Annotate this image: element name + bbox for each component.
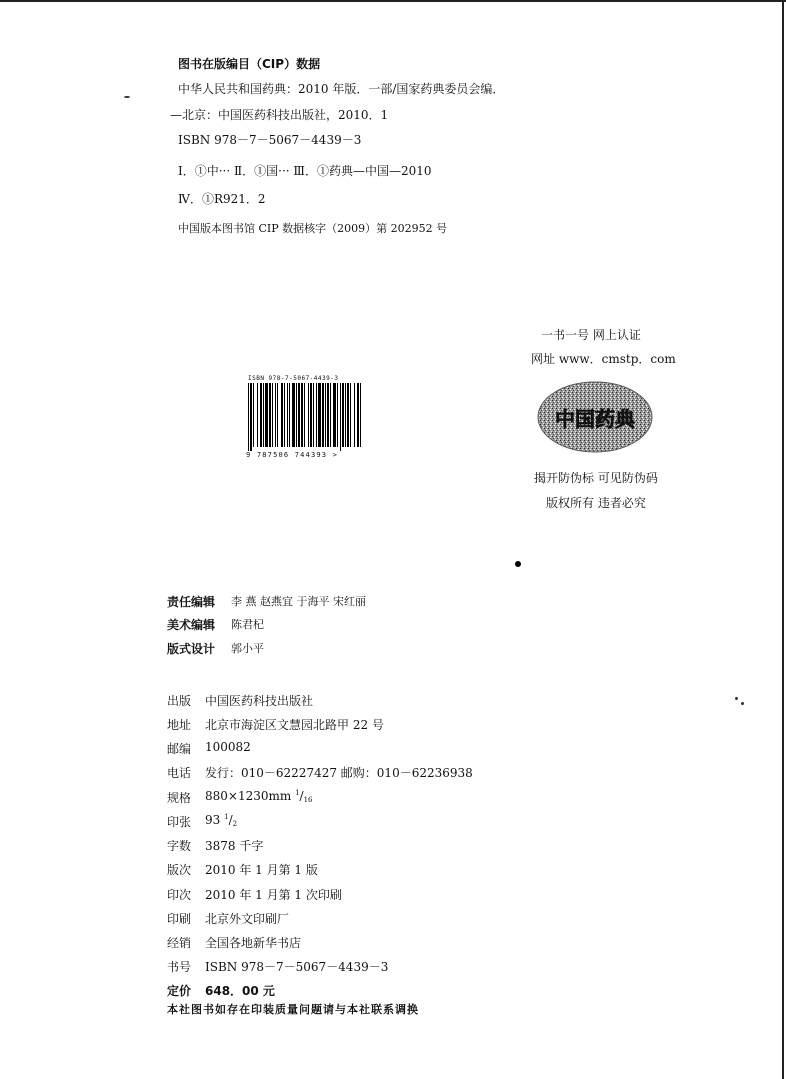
pub-printer: 北京外文印刷厂 — [205, 912, 290, 926]
scan-speck — [515, 561, 521, 567]
editor-names: 李 燕 赵燕宜 于海平 宋红丽 — [231, 595, 366, 608]
pub-price: 648．00 元 — [205, 984, 275, 998]
isbn-barcode — [246, 375, 366, 465]
barcode-bar — [248, 383, 249, 451]
barcode-bar — [350, 383, 351, 447]
pub-words: 3878 千字 — [205, 839, 264, 853]
pub-label: 邮编 — [167, 742, 192, 756]
barcode-bars-image — [246, 383, 366, 451]
pub-publisher: 中国医药科技出版社 — [205, 694, 314, 708]
barcode-bar — [322, 383, 324, 447]
editor-label: 版式设计 — [167, 642, 216, 656]
editor-label: 美术编辑 — [167, 618, 216, 632]
sheets-numerator: 1 — [224, 813, 229, 821]
barcode-bar — [318, 383, 321, 447]
scan-border-top — [0, 0, 786, 2]
barcode-bar — [327, 383, 329, 447]
format-denominator: 16 — [303, 796, 313, 804]
cip-heading: 图书在版编目（CIP）数据 — [178, 57, 321, 71]
barcode-bar — [310, 383, 312, 447]
scan-speck — [124, 96, 130, 98]
barcode-bar — [281, 383, 283, 447]
barcode-bar — [298, 383, 300, 447]
editor-label: 责任编辑 — [167, 595, 216, 609]
barcode-bar — [265, 383, 268, 447]
anticounterfeit-line: 一书一号 网上认证 — [541, 328, 641, 342]
cip-line: Ⅳ．①R921．2 — [178, 192, 266, 206]
pub-sheets: 93 $^1/_2$ — [205, 813, 238, 828]
anticounterfeit-website: 网址 www．cmstp．com — [531, 352, 676, 366]
anticounterfeit-line: 版权所有 违者必究 — [546, 496, 646, 510]
barcode-bar — [330, 383, 331, 447]
barcode-bar — [260, 383, 262, 447]
pub-label: 印刷 — [167, 912, 192, 926]
format-main: 880×1230mm — [205, 789, 296, 803]
barcode-bar — [275, 383, 276, 447]
pub-label: 经销 — [167, 936, 192, 950]
editor-names: 郭小平 — [231, 642, 264, 655]
barcode-bar — [316, 383, 317, 447]
pub-distributor: 全国各地新华书店 — [205, 936, 302, 950]
pub-address: 北京市海淀区文慧园北路甲 22 号 — [205, 718, 384, 732]
pub-printing: 2010 年 1 月第 1 次印刷 — [205, 888, 342, 902]
barcode-bar — [289, 383, 290, 447]
cip-line: 中国版本图书馆 CIP 数据核字（2009）第 202952 号 — [178, 222, 448, 235]
barcode-bar — [253, 383, 254, 447]
barcode-bar — [287, 383, 288, 447]
pub-label: 定价 — [167, 984, 192, 998]
seal-text: 中国药典 — [555, 407, 635, 431]
pub-label: 字数 — [167, 839, 192, 853]
barcode-bar — [342, 383, 344, 447]
pub-isbn: ISBN 978－7－5067－4439－3 — [205, 960, 389, 974]
pub-edition: 2010 年 1 月第 1 版 — [205, 863, 318, 877]
pub-label: 规格 — [167, 791, 192, 805]
barcode-bar — [272, 383, 273, 447]
cip-line: ISBN 978－7－5067－4439－3 — [178, 133, 362, 147]
scan-border-right — [782, 0, 784, 1079]
pub-label: 印张 — [167, 815, 192, 829]
barcode-bar — [345, 383, 346, 447]
barcode-bar — [263, 383, 264, 447]
anticounterfeit-seal-image — [536, 380, 654, 454]
format-numerator: 1 — [295, 789, 300, 797]
barcode-bar — [301, 383, 303, 447]
sheets-denominator: 2 — [232, 820, 238, 828]
pub-phone: 发行：010－62227427 邮购：010－62236938 — [205, 766, 473, 780]
barcode-bar — [277, 383, 278, 447]
barcode-bar — [325, 383, 326, 447]
barcode-bar — [292, 383, 295, 447]
editor-names: 陈君杞 — [231, 618, 264, 631]
barcode-bar — [337, 383, 338, 447]
cip-line: 中华人民共和国药典：2010 年版．一部/国家药典委员会编． — [178, 82, 505, 96]
barcode-bar — [340, 383, 341, 451]
barcode-bar — [304, 383, 305, 447]
anticounterfeit-line: 揭开防伪标 可见防伪码 — [534, 471, 658, 485]
pub-label: 书号 — [167, 960, 192, 974]
pub-postcode: 100082 — [205, 740, 251, 754]
pub-label: 出版 — [167, 694, 192, 708]
barcode-bar — [257, 383, 258, 447]
pub-label: 版次 — [167, 863, 192, 877]
barcode-bar — [296, 383, 297, 447]
barcode-bar — [313, 383, 314, 447]
pub-label: 电话 — [167, 766, 192, 780]
barcode-bar — [357, 383, 359, 447]
pub-label: 印次 — [167, 888, 192, 902]
cip-line: —北京：中国医药科技出版社，2010．1 — [170, 108, 389, 122]
barcode-bar — [347, 383, 349, 447]
barcode-bar — [269, 383, 271, 447]
barcode-bar — [284, 383, 285, 447]
barcode-bar — [250, 383, 252, 451]
barcode-bottom-text: 9 787506 744393 > — [246, 451, 339, 459]
barcode-bar — [360, 383, 361, 447]
pub-label: 地址 — [167, 718, 192, 732]
cip-line: Ⅰ．①中··· Ⅱ．①国··· Ⅲ．①药典—中国—2010 — [178, 164, 432, 178]
barcode-bar — [308, 383, 309, 447]
scan-speck — [734, 696, 738, 700]
sheets-main: 93 — [205, 813, 225, 827]
barcode-bar — [354, 383, 355, 447]
quality-notice: 本社图书如存在印装质量问题请与本社联系调换 — [167, 1003, 419, 1016]
scan-speck — [741, 702, 744, 705]
barcode-top-text: ISBN 978-7-5067-4439-3 — [248, 375, 339, 382]
barcode-bar — [333, 383, 336, 447]
pub-format: 880×1230mm $^1/_{16}$ — [205, 789, 313, 804]
